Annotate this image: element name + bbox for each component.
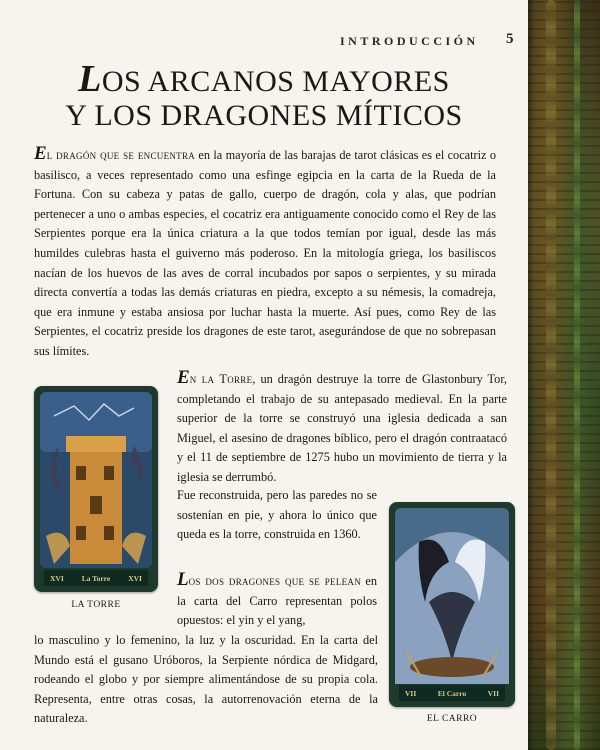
tarot-card-tower: [34, 386, 158, 592]
carro-number-left: VII: [405, 688, 417, 698]
paragraph-lead: n la Torre: [189, 372, 253, 386]
tower-number-left: XVI: [50, 573, 64, 583]
decorative-border-illustration: [528, 0, 600, 750]
section-header: INTRODUCCIÓN: [340, 34, 479, 48]
chapter-title: [0, 58, 528, 133]
carro-caption: EL CARRO: [426, 714, 478, 724]
tower-caption: LA TORRE: [71, 600, 121, 610]
title-initial: L: [78, 58, 102, 100]
paragraph-body: en la carta del Carro representan polos opuestos: el yin y el yang,: [177, 574, 377, 628]
tower-illustration: [34, 386, 158, 592]
paragraph-lead: os dos dragones que se pelean: [188, 574, 362, 588]
paragraph-carro-continued: lo masculino y lo femenino, la luz y la oscuridad. En la carta del Mundo está el gusano Uróboros, la Serpiente nórdica de Midgard, rodeando el globo y por siempre alimentándose de su propia cola. Representa, entre otras cosas, la autorrenovación eterna de la naturaleza.: [34, 633, 378, 726]
paragraph-body: en la mayoría de las barajas de tarot clásicas es el cocatriz o basilisco, a veces representado como una esfinge egipcia en la carta de la Rueda de la Fortuna. Con su cabeza y patas de gallo, cuerpo de dragón, cola y alas, que podrían pertenecer a uno o ambas especies, el cocatriz era antiguamente conocido como el Rey de las Serpientes porque era la única criatura a la que todos temían por igual, desde las más humildes culebras hasta el guiverno más poderoso. En la mitología griega, los basiliscos nacían de los huevos de las aves de corral incubados por sapos o serpientes, y su mirada directa convertía a todas las demás criaturas en piedra, excepto a su némesis, la comadreja, que era inmune y estaba ansiosa por luchar hasta la muerte. Así pues, como Rey de las Serpientes, el cocatriz preside los dragones de este tarot, asegurándose de que no sobrepasan sus límites.: [34, 148, 496, 358]
carro-card-label: [399, 685, 505, 701]
vine-ornament: [546, 0, 556, 750]
title-line-1: [0, 58, 528, 100]
leaf-ornament: [574, 0, 580, 750]
paragraph-torre: [177, 367, 508, 488]
drop-cap: E: [34, 143, 47, 164]
paragraph-lead: l dragón que se encuentra: [46, 148, 196, 162]
drop-cap: E: [177, 367, 190, 388]
carro-card-name: El Carro: [437, 688, 467, 698]
paragraph-torre-continued: Fue reconstruida, pero las paredes no se sostenían en pie, y ahora lo único que queda es la torre, construida en 1360.: [177, 488, 377, 542]
title-line-1-rest: OS ARCANOS MAYORES: [101, 65, 450, 98]
tarot-card-carro: [389, 502, 515, 707]
drop-cap: L: [177, 569, 189, 590]
paragraph-body: , un dragón destruye la torre de Glastonbury Tor, completando el trabajo de su antepasado medieval. En la parte superior de la torre se construyó una iglesia dedicada a san Miguel, el asesino de dragones bíblico, pero el dragón contraatacó y el 11 de septiembre de 1275 hubo un movimiento de tierra y la iglesia se derrumbó.: [177, 372, 508, 484]
tower-number-right: XVI: [128, 573, 142, 583]
title-line-2: Y LOS DRAGONES MÍTICOS: [65, 99, 463, 132]
tower-card-name: La Torre: [81, 573, 111, 583]
carro-illustration: [389, 502, 515, 707]
tower-card-label: [44, 570, 148, 586]
paragraph-cocatriz: [34, 143, 496, 362]
page-number: 5: [506, 31, 514, 47]
carro-number-right: VII: [487, 688, 499, 698]
paragraph-carro: [177, 569, 377, 631]
